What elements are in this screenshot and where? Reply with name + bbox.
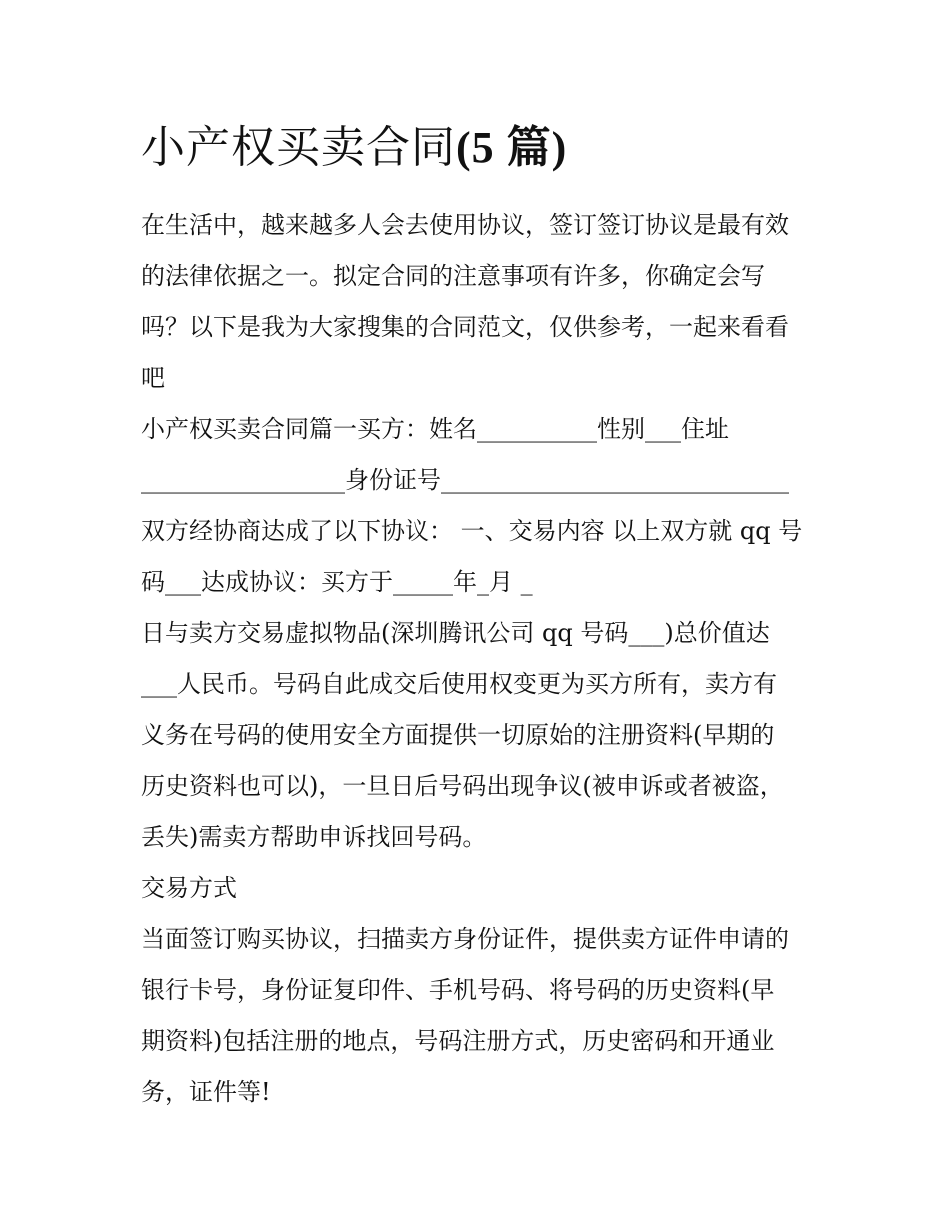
text-line: 码___达成协议：买方于_____年_月 _ (141, 568, 533, 596)
text-line: 小产权买卖合同篇一买方：姓名__________性别___住址 (141, 415, 729, 443)
text-line: _________________身份证号_____________________________ (141, 466, 789, 494)
document-title (141, 118, 813, 178)
section-heading: 交易方式 (141, 874, 237, 902)
title-suffix: (5 篇) (456, 123, 568, 172)
text-line: 吗？以下是我为大家搜集的合同范文，仅供参考，一起来看看 (141, 313, 789, 341)
text-line: 银行卡号，身份证复印件、手机号码、将号码的历史资料(早 (141, 976, 775, 1004)
text-line: 双方经协商达成了以下协议： 一、交易内容 以上双方就 qq 号 (141, 517, 803, 545)
document-body (141, 118, 813, 1118)
text-line: 务，证件等! (141, 1078, 271, 1106)
text-line: 在生活中，越来越多人会去使用协议，签订签订协议是最有效 (141, 211, 789, 239)
text-line: 日与卖方交易虚拟物品(深圳腾讯公司 qq 号码___)总价值达 (141, 619, 770, 647)
text-line: 当面签订购买协议，扫描卖方身份证件，提供卖方证件申请的 (141, 925, 789, 953)
text-line: 的法律依据之一。拟定合同的注意事项有许多，你确定会写 (141, 262, 765, 290)
text-line: 丢失)需卖方帮助申诉找回号码。 (141, 823, 487, 851)
text-line: 历史资料也可以)，一旦日后号码出现争议(被申诉或者被盗， (141, 772, 784, 800)
text-line: 义务在号码的使用安全方面提供一切原始的注册资料(早期的 (141, 721, 775, 749)
text-line: 期资料)包括注册的地点，号码注册方式，历史密码和开通业 (141, 1027, 775, 1055)
text-line: ___人民币。号码自此成交后使用权变更为买方所有，卖方有 (141, 670, 777, 698)
text-line: 吧 (141, 364, 165, 392)
title-main: 小产权买卖合同 (141, 122, 456, 173)
